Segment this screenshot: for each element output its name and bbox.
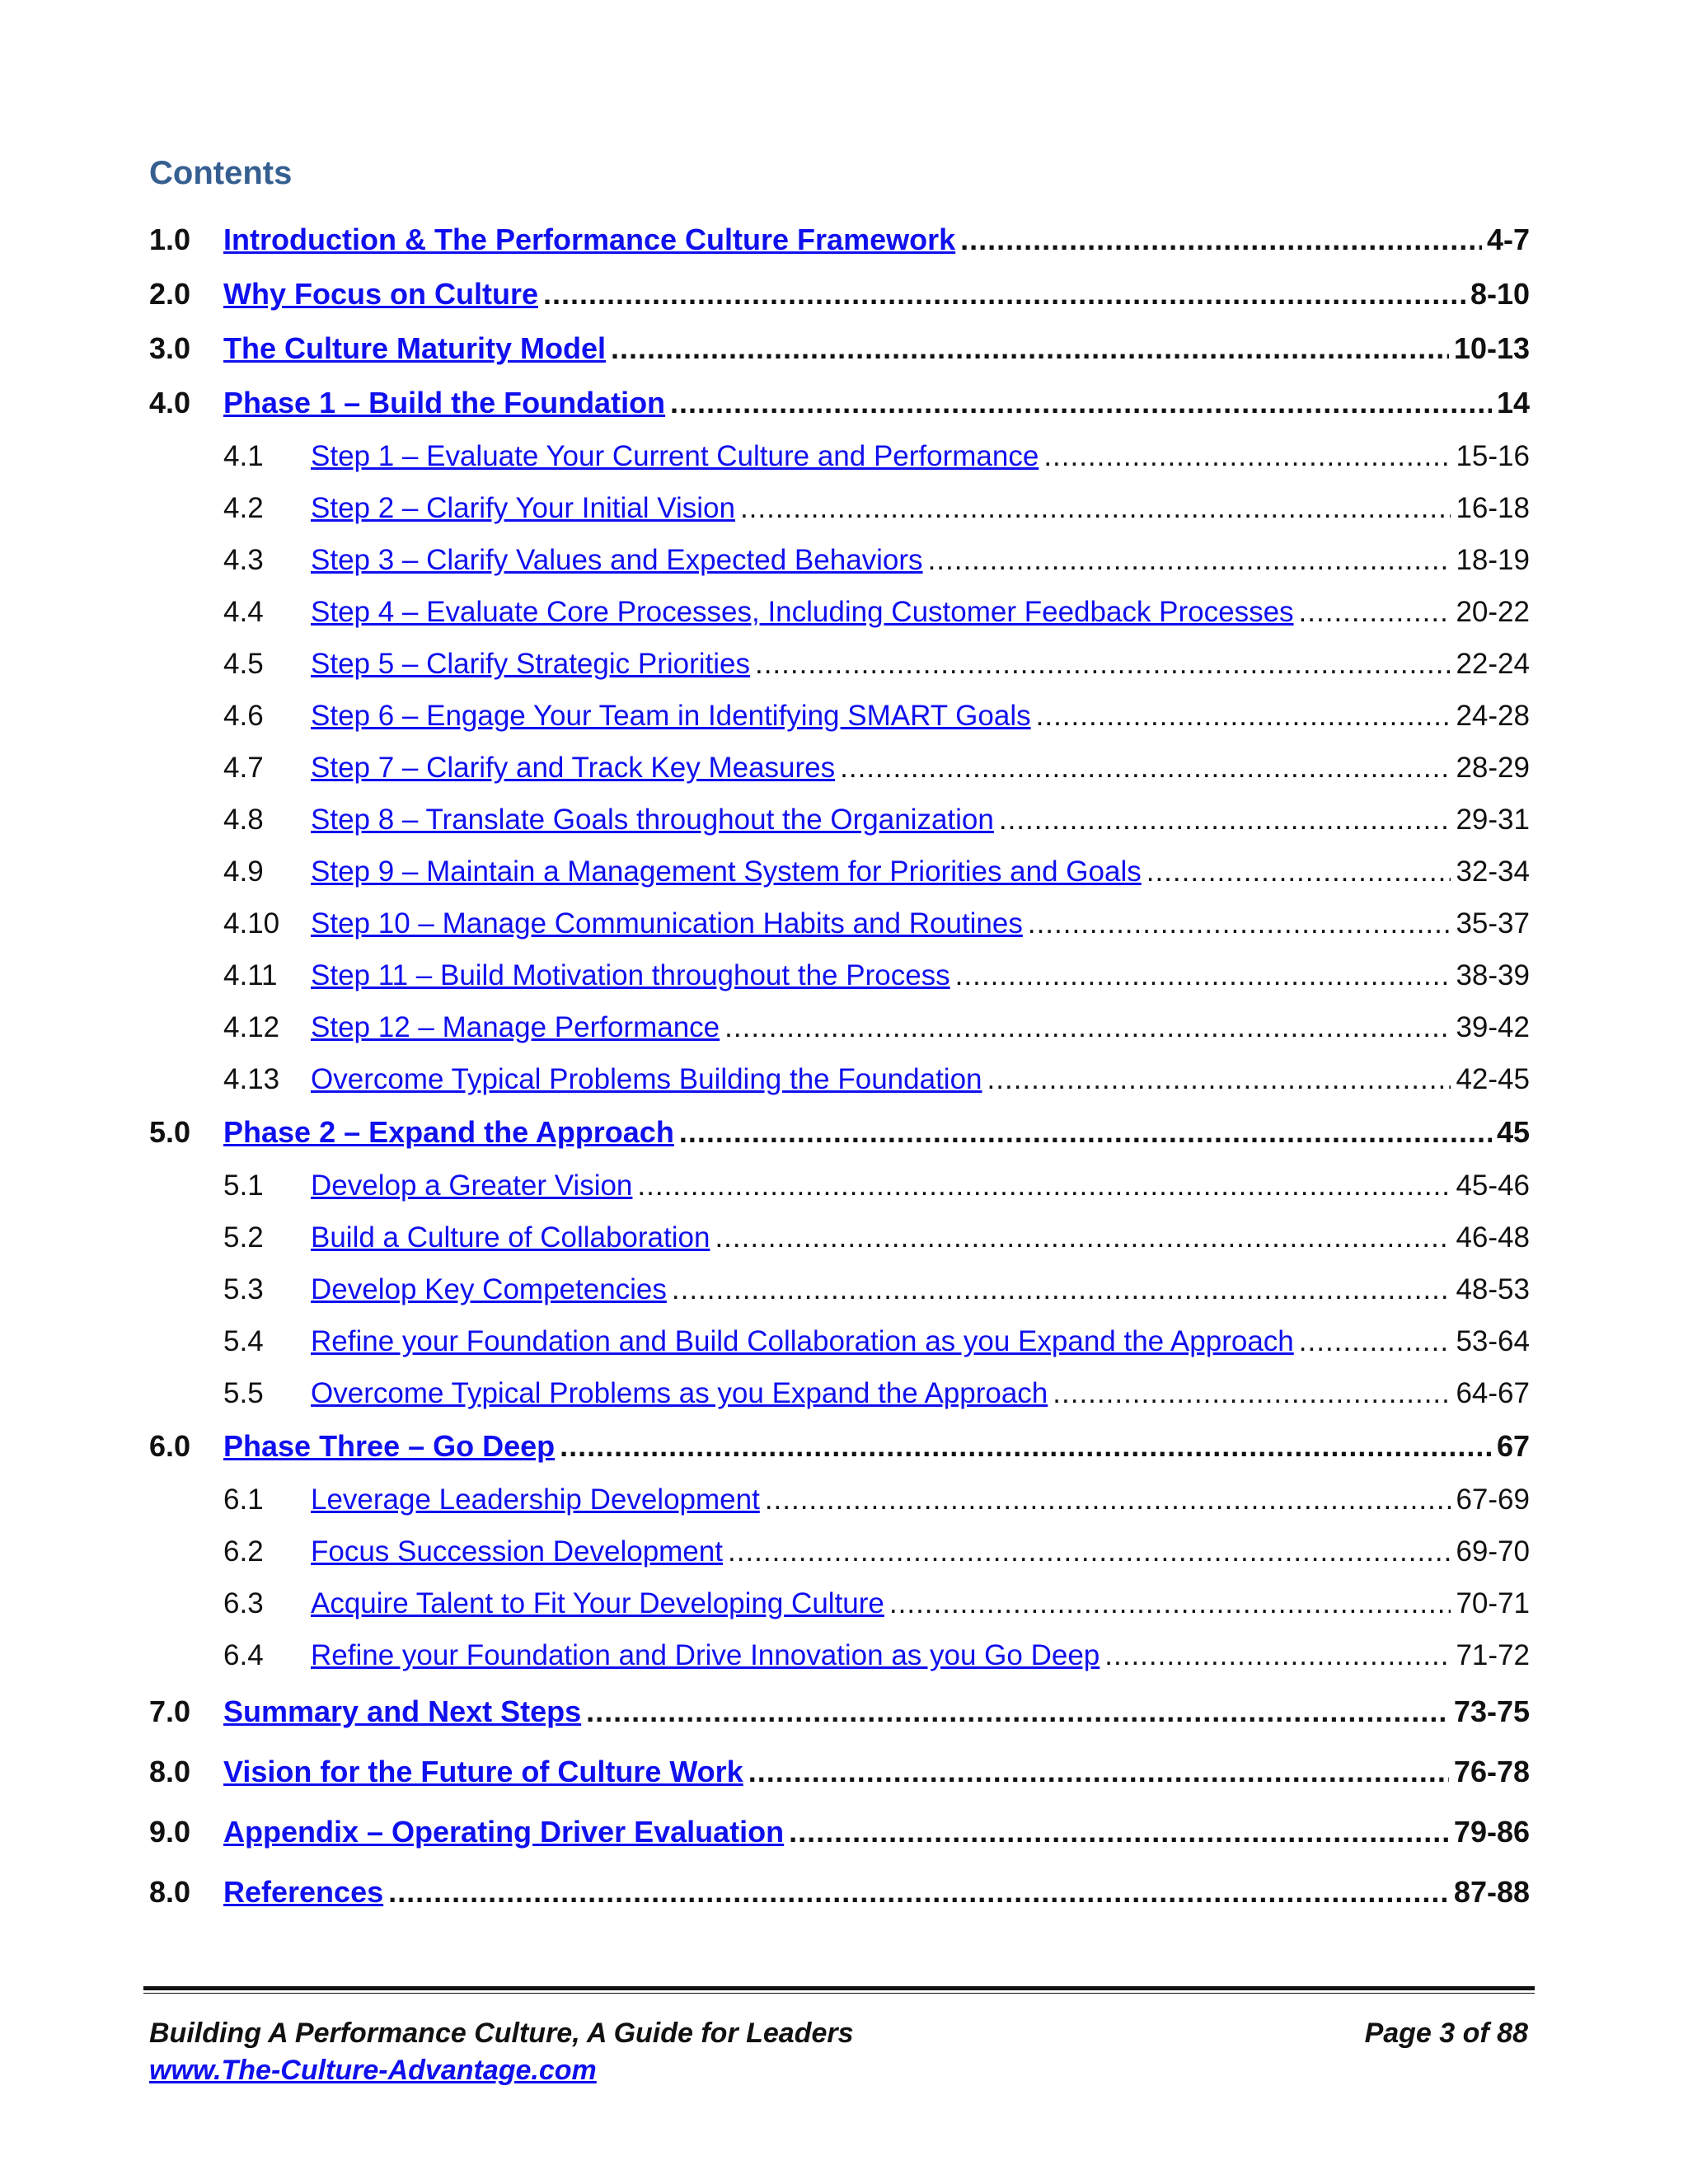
toc-dot-leader bbox=[679, 1105, 1492, 1160]
toc-entry-number: 3.0 bbox=[149, 331, 191, 365]
toc-entry bbox=[149, 213, 1530, 267]
toc-dot-leader bbox=[1146, 846, 1451, 898]
toc-entry-number: 5.2 bbox=[223, 1221, 264, 1254]
toc-entry-link[interactable]: Step 1 – Evaluate Your Current Culture and Performance bbox=[311, 440, 1039, 472]
toc-entry-pages: 4-7 bbox=[1486, 223, 1530, 256]
toc-entry-link[interactable]: Step 7 – Clarify and Track Key Measures bbox=[311, 752, 836, 784]
toc-dot-leader bbox=[1053, 1367, 1451, 1419]
toc-entry-link[interactable]: References bbox=[223, 1875, 384, 1909]
toc-entry bbox=[149, 1741, 1530, 1802]
toc-entry bbox=[149, 1263, 1530, 1315]
toc-entry bbox=[149, 794, 1530, 846]
toc-entry-link[interactable]: Overcome Typical Problems as you Expand the Approach bbox=[311, 1377, 1048, 1409]
toc-dot-leader bbox=[889, 1577, 1451, 1629]
toc-entry bbox=[149, 690, 1530, 742]
toc-entry-link[interactable]: Phase 2 – Expand the Approach bbox=[223, 1115, 674, 1149]
footer-document-title: Building A Performance Culture, A Guide for Leaders bbox=[149, 2018, 854, 2049]
toc-entry-number: 5.3 bbox=[223, 1273, 264, 1305]
toc-entry-pages: 73-75 bbox=[1453, 1694, 1530, 1728]
toc-entry-pages: 10-13 bbox=[1453, 331, 1530, 365]
toc-dot-leader bbox=[1104, 1629, 1451, 1681]
toc-entry-link[interactable]: Develop Key Competencies bbox=[311, 1273, 667, 1305]
toc-entry-link[interactable]: Step 10 – Manage Communication Habits and Routines bbox=[311, 907, 1023, 940]
toc-entry-pages: 15-16 bbox=[1456, 440, 1530, 472]
toc-entry-link[interactable]: Vision for the Future of Culture Work bbox=[223, 1755, 743, 1788]
toc-entry-number: 4.2 bbox=[223, 492, 264, 524]
toc-dot-leader bbox=[960, 213, 1482, 267]
toc-entry-number: 1.0 bbox=[149, 223, 191, 256]
toc-entry-number: 6.1 bbox=[223, 1483, 264, 1516]
toc-entry-pages: 18-19 bbox=[1456, 544, 1530, 576]
toc-dot-leader bbox=[728, 1526, 1451, 1577]
toc-dot-leader bbox=[987, 1053, 1451, 1105]
toc-dot-leader bbox=[999, 794, 1451, 846]
toc-entry-pages: 28-29 bbox=[1456, 752, 1530, 784]
toc-entry-pages: 76-78 bbox=[1453, 1755, 1530, 1788]
toc-dot-leader bbox=[740, 482, 1451, 534]
toc-dot-leader bbox=[543, 267, 1465, 321]
toc-entry-number: 5.1 bbox=[223, 1169, 264, 1202]
toc-entry-number: 6.3 bbox=[223, 1587, 264, 1619]
toc-entry bbox=[149, 1419, 1530, 1474]
toc-entry bbox=[149, 1001, 1530, 1053]
toc-dot-leader bbox=[388, 1862, 1449, 1922]
toc-entry-pages: 42-45 bbox=[1456, 1063, 1530, 1095]
toc-entry-link[interactable]: Develop a Greater Vision bbox=[311, 1169, 633, 1202]
toc-dot-leader bbox=[637, 1160, 1451, 1212]
toc-entry-pages: 87-88 bbox=[1453, 1875, 1530, 1909]
toc-entry-number: 5.4 bbox=[223, 1325, 264, 1357]
toc-dot-leader bbox=[611, 321, 1449, 376]
toc-entry bbox=[149, 1105, 1530, 1160]
toc-entry bbox=[149, 949, 1530, 1001]
toc-entry bbox=[149, 1526, 1530, 1577]
toc-entry bbox=[149, 321, 1530, 376]
toc-entry bbox=[149, 267, 1530, 321]
toc-entry-pages: 45 bbox=[1496, 1115, 1530, 1149]
toc-entry-pages: 53-64 bbox=[1456, 1325, 1530, 1357]
toc-entry-number: 4.4 bbox=[223, 596, 264, 628]
toc-dot-leader bbox=[755, 638, 1451, 690]
toc-dot-leader bbox=[789, 1802, 1449, 1862]
toc-entry bbox=[149, 534, 1530, 586]
toc-dot-leader bbox=[1299, 586, 1451, 638]
toc-dot-leader bbox=[724, 1001, 1451, 1053]
toc-entry bbox=[149, 1315, 1530, 1367]
footer-divider bbox=[143, 1986, 1535, 1990]
toc-entry-number: 4.8 bbox=[223, 804, 264, 836]
toc-entry bbox=[149, 1862, 1530, 1922]
toc-entry-pages: 46-48 bbox=[1456, 1221, 1530, 1254]
toc-dot-leader bbox=[1299, 1315, 1451, 1367]
toc-entry-pages: 14 bbox=[1496, 386, 1530, 419]
toc-entry-number: 4.12 bbox=[223, 1011, 280, 1043]
toc-entry bbox=[149, 482, 1530, 534]
toc-dot-leader bbox=[1043, 430, 1451, 482]
toc-entry bbox=[149, 846, 1530, 898]
toc-entry-pages: 20-22 bbox=[1456, 596, 1530, 628]
toc-dot-leader bbox=[748, 1741, 1449, 1802]
toc-entry bbox=[149, 742, 1530, 794]
toc-dot-leader bbox=[955, 949, 1451, 1001]
toc-dot-leader bbox=[715, 1212, 1451, 1263]
toc-entry-number: 6.0 bbox=[149, 1429, 191, 1463]
toc-entry-link[interactable]: Acquire Talent to Fit Your Developing Culture bbox=[311, 1587, 884, 1619]
toc-entry-number: 9.0 bbox=[149, 1815, 191, 1849]
toc-entry-link[interactable]: Step 5 – Clarify Strategic Priorities bbox=[311, 648, 750, 680]
toc-dot-leader bbox=[840, 742, 1451, 794]
toc-entry-link[interactable]: The Culture Maturity Model bbox=[223, 331, 607, 365]
toc-entry-pages: 8-10 bbox=[1470, 277, 1530, 311]
toc-entry bbox=[149, 1681, 1530, 1741]
toc-entry-number: 6.4 bbox=[223, 1639, 264, 1671]
toc-entry-link[interactable]: Why Focus on Culture bbox=[223, 277, 538, 311]
footer-page-number: Page 3 of 88 bbox=[1364, 2018, 1528, 2049]
toc-entry-link[interactable]: Appendix – Operating Driver Evaluation bbox=[223, 1815, 785, 1849]
toc-entry-link[interactable]: Introduction & The Performance Culture Framework bbox=[223, 223, 956, 256]
toc-entry bbox=[149, 376, 1530, 430]
toc-entry-pages: 45-46 bbox=[1456, 1169, 1530, 1202]
toc-entry-pages: 22-24 bbox=[1456, 648, 1530, 680]
toc-entry-link[interactable]: Phase 1 – Build the Foundation bbox=[223, 386, 666, 419]
toc-entry-pages: 67-69 bbox=[1456, 1483, 1530, 1516]
toc-entry-pages: 24-28 bbox=[1456, 700, 1530, 732]
toc-entry-number: 2.0 bbox=[149, 277, 191, 311]
toc-entry bbox=[149, 1212, 1530, 1263]
toc-entry-link[interactable]: Step 12 – Manage Performance bbox=[311, 1011, 720, 1043]
toc-entry-number: 4.13 bbox=[223, 1063, 280, 1095]
toc-entry-pages: 70-71 bbox=[1456, 1587, 1530, 1619]
toc-entry-number: 4.5 bbox=[223, 648, 264, 680]
toc-dot-leader bbox=[1036, 690, 1451, 742]
toc-entry-link[interactable]: Step 6 – Engage Your Team in Identifying SMART Goals bbox=[311, 700, 1031, 732]
toc-entry bbox=[149, 638, 1530, 690]
toc-entry-number: 8.0 bbox=[149, 1875, 191, 1909]
contents-heading: Contents bbox=[149, 155, 293, 191]
toc-entry-number: 4.7 bbox=[223, 752, 264, 784]
toc-entry bbox=[149, 1053, 1530, 1105]
toc-entry-link[interactable]: Phase Three – Go Deep bbox=[223, 1429, 556, 1463]
toc-entry-pages: 71-72 bbox=[1456, 1639, 1530, 1671]
toc-entry-number: 4.10 bbox=[223, 907, 280, 940]
toc-dot-leader bbox=[1028, 898, 1451, 949]
toc-entry bbox=[149, 1160, 1530, 1212]
toc-entry bbox=[149, 1629, 1530, 1681]
toc-entry bbox=[149, 1367, 1530, 1419]
toc-entry-number: 4.3 bbox=[223, 544, 264, 576]
toc-entry bbox=[149, 1474, 1530, 1526]
toc-entry bbox=[149, 898, 1530, 949]
toc-entry-number: 4.11 bbox=[223, 959, 278, 991]
footer-website-link[interactable]: www.The-Culture-Advantage.com bbox=[149, 2055, 597, 2086]
toc-dot-leader bbox=[765, 1474, 1451, 1526]
toc-entry-number: 5.5 bbox=[223, 1377, 264, 1409]
toc-entry-link[interactable]: Step 11 – Build Motivation throughout the Process bbox=[311, 959, 950, 991]
toc-entry-link[interactable]: Step 9 – Maintain a Management System for Priorities and Goals bbox=[311, 855, 1142, 888]
toc-entry-pages: 29-31 bbox=[1456, 804, 1530, 836]
toc-entry bbox=[149, 1802, 1530, 1862]
toc-entry bbox=[149, 586, 1530, 638]
toc-entry-number: 4.9 bbox=[223, 855, 264, 888]
toc-entry-number: 4.6 bbox=[223, 700, 264, 732]
toc-entry-number: 4.1 bbox=[223, 440, 264, 472]
toc-entry-number: 7.0 bbox=[149, 1694, 191, 1728]
toc-entry-link[interactable]: Refine your Foundation and Build Collaboration as you Expand the Approach bbox=[311, 1325, 1294, 1357]
toc-entry-pages: 38-39 bbox=[1456, 959, 1530, 991]
toc-entry-pages: 69-70 bbox=[1456, 1535, 1530, 1568]
toc-entry-link[interactable]: Step 3 – Clarify Values and Expected Behaviors bbox=[311, 544, 923, 576]
toc-entry-pages: 67 bbox=[1496, 1429, 1530, 1463]
toc-entry-pages: 48-53 bbox=[1456, 1273, 1530, 1305]
toc-dot-leader bbox=[670, 376, 1492, 430]
toc-entry-link[interactable]: Summary and Next Steps bbox=[223, 1694, 582, 1728]
toc-entry-pages: 39-42 bbox=[1456, 1011, 1530, 1043]
toc-entry-number: 5.0 bbox=[149, 1115, 191, 1149]
toc-dot-leader bbox=[928, 534, 1451, 586]
toc-entry-link[interactable]: Step 8 – Translate Goals throughout the Organization bbox=[311, 804, 994, 836]
toc-dot-leader bbox=[586, 1681, 1449, 1741]
toc-entry-pages: 32-34 bbox=[1456, 855, 1530, 888]
toc-entry-pages: 64-67 bbox=[1456, 1377, 1530, 1409]
table-of-contents bbox=[149, 213, 1530, 1922]
toc-entry-link[interactable]: Step 4 – Evaluate Core Processes, Including Customer Feedback Processes bbox=[311, 596, 1294, 628]
toc-entry-number: 6.2 bbox=[223, 1535, 264, 1568]
toc-entry-link[interactable]: Step 2 – Clarify Your Initial Vision bbox=[311, 492, 735, 524]
toc-entry-number: 8.0 bbox=[149, 1755, 191, 1788]
toc-entry-link[interactable]: Leverage Leadership Development bbox=[311, 1483, 760, 1516]
toc-dot-leader bbox=[672, 1263, 1451, 1315]
toc-entry-link[interactable]: Build a Culture of Collaboration bbox=[311, 1221, 710, 1254]
toc-entry-pages: 16-18 bbox=[1456, 492, 1530, 524]
toc-entry bbox=[149, 1577, 1530, 1629]
toc-entry-link[interactable]: Refine your Foundation and Drive Innovation as you Go Deep bbox=[311, 1639, 1100, 1671]
toc-dot-leader bbox=[560, 1419, 1492, 1474]
toc-entry-number: 4.0 bbox=[149, 386, 191, 419]
toc-entry-link[interactable]: Focus Succession Development bbox=[311, 1535, 723, 1568]
toc-entry bbox=[149, 430, 1530, 482]
toc-entry-pages: 79-86 bbox=[1453, 1815, 1530, 1849]
toc-entry-link[interactable]: Overcome Typical Problems Building the Foundation bbox=[311, 1063, 982, 1095]
toc-entry-pages: 35-37 bbox=[1456, 907, 1530, 940]
